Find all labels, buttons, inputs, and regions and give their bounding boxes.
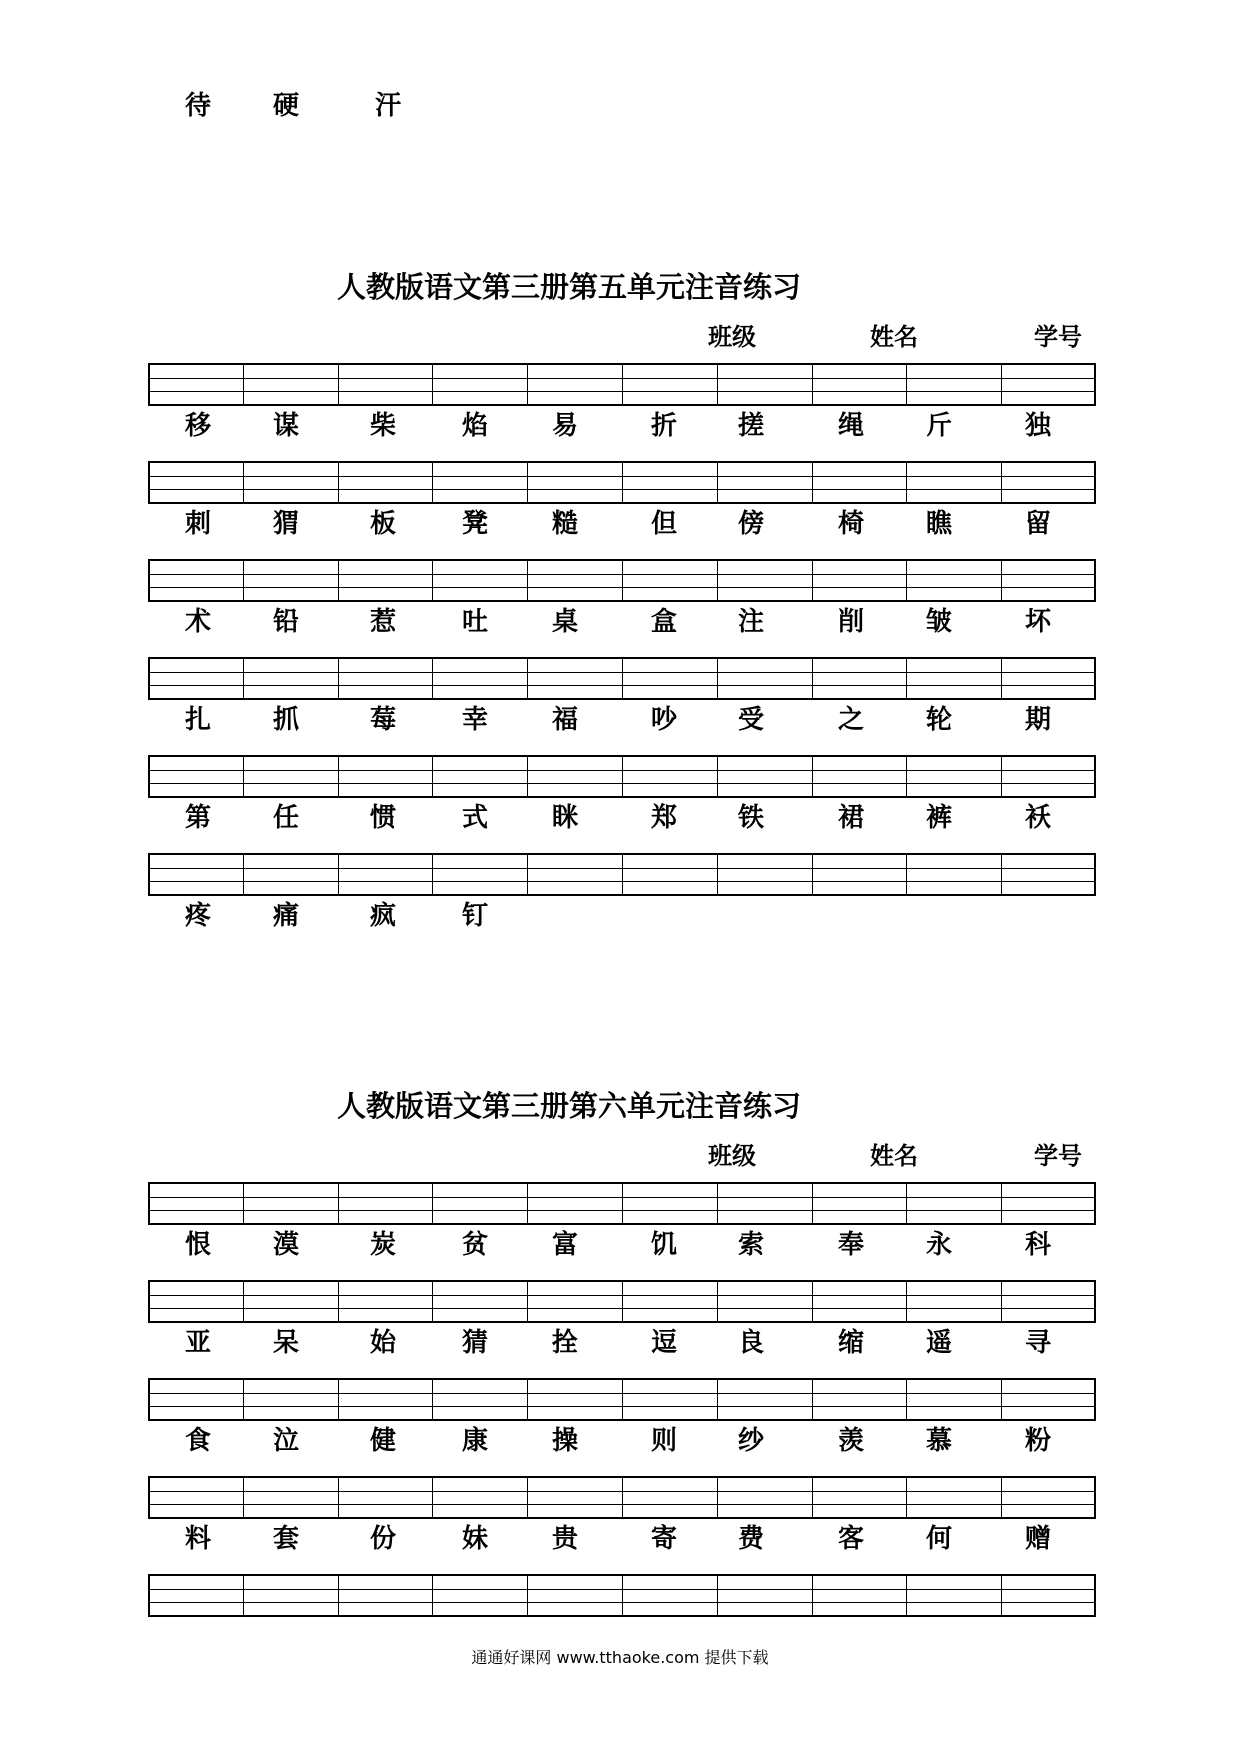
- grid-divider: [717, 1282, 718, 1321]
- grid-divider: [622, 659, 623, 698]
- grid-divider: [432, 757, 433, 796]
- hanzi-char: 猬: [273, 509, 300, 539]
- class-label: 班级: [708, 1141, 756, 1170]
- grid-divider: [432, 561, 433, 600]
- hanzi-char: 粉: [1025, 1426, 1052, 1456]
- grid-divider: [527, 659, 528, 698]
- hanzi-char: 贫: [462, 1230, 489, 1260]
- grid-divider: [243, 855, 244, 894]
- hanzi-char: 饥: [651, 1230, 678, 1260]
- pinyin-grid: [148, 1574, 1096, 1617]
- pinyin-grid: [148, 1182, 1096, 1225]
- grid-divider: [622, 365, 623, 404]
- grid-divider: [906, 1184, 907, 1223]
- fragment-char: 汗: [375, 91, 402, 121]
- grid-divider: [812, 1184, 813, 1223]
- hanzi-char: 费: [738, 1524, 765, 1554]
- hanzi-char: 钉: [462, 901, 489, 931]
- hanzi-char: 抓: [273, 705, 300, 735]
- grid-divider: [812, 1576, 813, 1615]
- grid-divider: [432, 659, 433, 698]
- hanzi-char: 惹: [370, 607, 397, 637]
- hanzi-char: 焰: [462, 411, 489, 441]
- hanzi-char: 注: [738, 607, 765, 637]
- grid-divider: [622, 463, 623, 502]
- hanzi-char: 份: [370, 1524, 397, 1554]
- grid-divider: [1001, 855, 1002, 894]
- hanzi-char: 食: [185, 1426, 212, 1456]
- grid-divider: [338, 561, 339, 600]
- hanzi-char: 坏: [1025, 607, 1052, 637]
- grid-divider: [717, 463, 718, 502]
- hanzi-char: 刺: [185, 509, 212, 539]
- fragment-char: 待: [185, 91, 212, 121]
- hanzi-char: 客: [838, 1524, 865, 1554]
- grid-divider: [338, 365, 339, 404]
- hanzi-char: 幸: [462, 705, 489, 735]
- pinyin-grid: [148, 363, 1096, 406]
- hanzi-char: 永: [926, 1230, 953, 1260]
- grid-divider: [906, 1478, 907, 1517]
- grid-divider: [432, 1282, 433, 1321]
- grid-divider: [432, 855, 433, 894]
- grid-divider: [338, 855, 339, 894]
- grid-divider: [243, 1576, 244, 1615]
- hanzi-char: 术: [185, 607, 212, 637]
- hanzi-char: 赠: [1025, 1524, 1052, 1554]
- grid-divider: [243, 1478, 244, 1517]
- grid-divider: [622, 855, 623, 894]
- footer-text: 通通好课网 www.tthaoke.com 提供下载: [471, 1648, 769, 1667]
- hanzi-char: 椅: [838, 509, 865, 539]
- hanzi-char: 恨: [185, 1230, 212, 1260]
- grid-divider: [527, 1576, 528, 1615]
- hanzi-char: 削: [838, 607, 865, 637]
- hanzi-char: 板: [370, 509, 397, 539]
- grid-divider: [338, 1576, 339, 1615]
- hanzi-char: 寄: [651, 1524, 678, 1554]
- grid-divider: [1001, 659, 1002, 698]
- hanzi-char: 傍: [738, 509, 765, 539]
- grid-divider: [906, 365, 907, 404]
- grid-divider: [622, 1282, 623, 1321]
- hanzi-char: 折: [651, 411, 678, 441]
- hanzi-char: 遥: [926, 1328, 953, 1358]
- pinyin-grid: [148, 461, 1096, 504]
- grid-divider: [906, 561, 907, 600]
- grid-divider: [527, 561, 528, 600]
- grid-divider: [527, 1380, 528, 1419]
- grid-divider: [906, 463, 907, 502]
- grid-divider: [338, 659, 339, 698]
- hanzi-char: 炭: [370, 1230, 397, 1260]
- grid-divider: [717, 659, 718, 698]
- grid-divider: [243, 463, 244, 502]
- grid-divider: [432, 1478, 433, 1517]
- grid-divider: [527, 1478, 528, 1517]
- hanzi-char: 独: [1025, 411, 1052, 441]
- hanzi-char: 吵: [651, 705, 678, 735]
- grid-divider: [717, 1380, 718, 1419]
- grid-divider: [717, 561, 718, 600]
- hanzi-char: 猜: [462, 1328, 489, 1358]
- hanzi-char: 泣: [273, 1426, 300, 1456]
- grid-divider: [527, 463, 528, 502]
- hanzi-char: 良: [738, 1328, 765, 1358]
- hanzi-char: 羡: [838, 1426, 865, 1456]
- hanzi-char: 盒: [651, 607, 678, 637]
- hanzi-char: 慕: [926, 1426, 953, 1456]
- grid-divider: [243, 1184, 244, 1223]
- hanzi-char: 铁: [738, 803, 765, 833]
- hanzi-char: 始: [370, 1328, 397, 1358]
- grid-divider: [243, 1282, 244, 1321]
- grid-divider: [622, 561, 623, 600]
- hanzi-char: 纱: [738, 1426, 765, 1456]
- grid-divider: [527, 855, 528, 894]
- grid-divider: [1001, 1380, 1002, 1419]
- pinyin-grid: [148, 1378, 1096, 1421]
- hanzi-char: 裤: [926, 803, 953, 833]
- hanzi-char: 移: [185, 411, 212, 441]
- grid-divider: [338, 1380, 339, 1419]
- grid-divider: [622, 1478, 623, 1517]
- grid-divider: [906, 757, 907, 796]
- grid-divider: [1001, 1576, 1002, 1615]
- pinyin-grid: [148, 1476, 1096, 1519]
- hanzi-char: 疼: [185, 901, 212, 931]
- hanzi-char: 套: [273, 1524, 300, 1554]
- hanzi-char: 痛: [273, 901, 300, 931]
- hanzi-char: 绳: [838, 411, 865, 441]
- grid-divider: [243, 561, 244, 600]
- grid-divider: [1001, 365, 1002, 404]
- grid-divider: [906, 1282, 907, 1321]
- pinyin-grid: [148, 755, 1096, 798]
- hanzi-char: 袄: [1025, 803, 1052, 833]
- grid-divider: [717, 855, 718, 894]
- grid-divider: [527, 1282, 528, 1321]
- hanzi-char: 缩: [838, 1328, 865, 1358]
- hanzi-char: 疯: [370, 901, 397, 931]
- name-label: 姓名: [870, 1141, 918, 1170]
- hanzi-char: 料: [185, 1524, 212, 1554]
- grid-divider: [338, 1478, 339, 1517]
- grid-divider: [717, 365, 718, 404]
- hanzi-char: 凳: [462, 509, 489, 539]
- grid-divider: [812, 757, 813, 796]
- grid-divider: [243, 757, 244, 796]
- hanzi-char: 寻: [1025, 1328, 1052, 1358]
- hanzi-char: 则: [651, 1426, 678, 1456]
- hanzi-char: 呆: [273, 1328, 300, 1358]
- hanzi-char: 奉: [838, 1230, 865, 1260]
- grid-divider: [906, 1576, 907, 1615]
- grid-divider: [338, 463, 339, 502]
- hanzi-char: 健: [370, 1426, 397, 1456]
- pinyin-grid: [148, 559, 1096, 602]
- hanzi-char: 易: [552, 411, 579, 441]
- hanzi-char: 糙: [552, 509, 579, 539]
- hanzi-char: 贵: [552, 1524, 579, 1554]
- grid-divider: [812, 855, 813, 894]
- grid-divider: [812, 659, 813, 698]
- grid-divider: [906, 1380, 907, 1419]
- class-label: 班级: [708, 322, 756, 351]
- grid-divider: [812, 1380, 813, 1419]
- grid-divider: [432, 1184, 433, 1223]
- grid-divider: [906, 659, 907, 698]
- grid-divider: [338, 1184, 339, 1223]
- hanzi-char: 操: [552, 1426, 579, 1456]
- pinyin-grid: [148, 1280, 1096, 1323]
- hanzi-char: 受: [738, 705, 765, 735]
- hanzi-char: 福: [552, 705, 579, 735]
- hanzi-char: 留: [1025, 509, 1052, 539]
- grid-divider: [243, 1380, 244, 1419]
- grid-divider: [717, 1576, 718, 1615]
- hanzi-char: 桌: [552, 607, 579, 637]
- grid-divider: [812, 1478, 813, 1517]
- grid-divider: [812, 463, 813, 502]
- hanzi-char: 吐: [462, 607, 489, 637]
- grid-divider: [1001, 757, 1002, 796]
- hanzi-char: 眯: [552, 803, 579, 833]
- grid-divider: [1001, 1478, 1002, 1517]
- hanzi-char: 斤: [926, 411, 953, 441]
- hanzi-char: 任: [273, 803, 300, 833]
- hanzi-char: 第: [185, 803, 212, 833]
- hanzi-char: 科: [1025, 1230, 1052, 1260]
- hanzi-char: 富: [552, 1230, 579, 1260]
- grid-divider: [717, 1478, 718, 1517]
- grid-divider: [717, 757, 718, 796]
- hanzi-char: 扎: [185, 705, 212, 735]
- hanzi-char: 索: [738, 1230, 765, 1260]
- hanzi-char: 康: [462, 1426, 489, 1456]
- hanzi-char: 之: [838, 705, 865, 735]
- grid-divider: [338, 1282, 339, 1321]
- grid-divider: [243, 659, 244, 698]
- hanzi-char: 期: [1025, 705, 1052, 735]
- hanzi-char: 铅: [273, 607, 300, 637]
- hanzi-char: 郑: [651, 803, 678, 833]
- number-label: 学号: [1034, 322, 1082, 351]
- hanzi-char: 搓: [738, 411, 765, 441]
- grid-divider: [906, 855, 907, 894]
- grid-divider: [812, 365, 813, 404]
- fragment-char: 硬: [273, 91, 300, 121]
- section-title: 人教版语文第三册第五单元注音练习: [337, 270, 802, 304]
- grid-divider: [432, 1576, 433, 1615]
- grid-divider: [1001, 463, 1002, 502]
- grid-divider: [622, 1380, 623, 1419]
- grid-divider: [527, 365, 528, 404]
- hanzi-char: 瞧: [926, 509, 953, 539]
- hanzi-char: 逗: [651, 1328, 678, 1358]
- grid-divider: [527, 1184, 528, 1223]
- hanzi-char: 漠: [273, 1230, 300, 1260]
- grid-divider: [622, 1576, 623, 1615]
- hanzi-char: 柴: [370, 411, 397, 441]
- grid-divider: [717, 1184, 718, 1223]
- hanzi-char: 皱: [926, 607, 953, 637]
- grid-divider: [1001, 1282, 1002, 1321]
- grid-divider: [1001, 561, 1002, 600]
- grid-divider: [812, 561, 813, 600]
- pinyin-grid: [148, 853, 1096, 896]
- grid-divider: [338, 757, 339, 796]
- grid-divider: [622, 1184, 623, 1223]
- grid-divider: [622, 757, 623, 796]
- hanzi-char: 何: [926, 1524, 953, 1554]
- hanzi-char: 妹: [462, 1524, 489, 1554]
- grid-divider: [432, 1380, 433, 1419]
- grid-divider: [243, 365, 244, 404]
- grid-divider: [1001, 1184, 1002, 1223]
- name-label: 姓名: [870, 322, 918, 351]
- grid-divider: [432, 365, 433, 404]
- hanzi-char: 式: [462, 803, 489, 833]
- grid-divider: [432, 463, 433, 502]
- hanzi-char: 轮: [926, 705, 953, 735]
- hanzi-char: 但: [651, 509, 678, 539]
- section-title: 人教版语文第三册第六单元注音练习: [337, 1089, 802, 1123]
- hanzi-char: 亚: [185, 1328, 212, 1358]
- grid-divider: [527, 757, 528, 796]
- hanzi-char: 裙: [838, 803, 865, 833]
- hanzi-char: 惯: [370, 803, 397, 833]
- hanzi-char: 拴: [552, 1328, 579, 1358]
- pinyin-grid: [148, 657, 1096, 700]
- number-label: 学号: [1034, 1141, 1082, 1170]
- hanzi-char: 谋: [273, 411, 300, 441]
- grid-divider: [812, 1282, 813, 1321]
- hanzi-char: 莓: [370, 705, 397, 735]
